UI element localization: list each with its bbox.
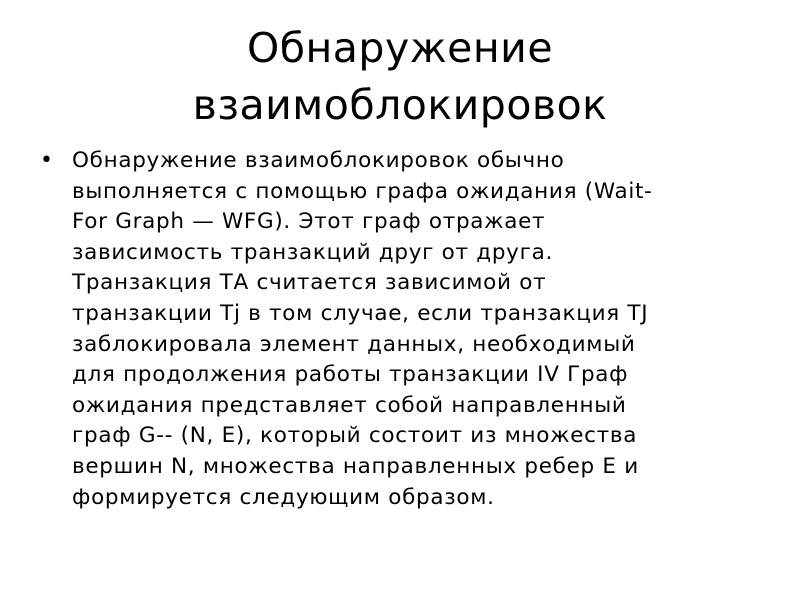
slide-title	[60, 20, 740, 134]
bullet-text	[72, 146, 750, 513]
bullet-line: ожидания представляет собой направленный	[72, 392, 627, 418]
bullet-line: для продолжения работы транзакции IV Граф	[72, 362, 629, 388]
bullet-line: транзакции Tj в том случае, если транзакция TJ	[72, 300, 649, 326]
bullet-line: Обнаружение взаимоблокировок обычно	[72, 148, 565, 173]
slide-title-line-2: взаимоблокировок	[192, 81, 608, 129]
slide-title-line-1: Обнаружение	[246, 24, 554, 72]
bullet-line: заблокировала элемент данных, необходимый	[72, 331, 636, 357]
bullet-line: граф G-- (N, E), который состоит из множества	[72, 423, 638, 449]
bullet-line: Транзакция ТА считается зависимой от	[72, 270, 547, 296]
bullet-item	[40, 146, 750, 513]
bullet-line: формируется следующим образом.	[72, 484, 495, 510]
bullet-line: выполняется с помощью графа ожидания (Wait-	[72, 178, 653, 204]
bullet-line: зависимость транзакций друг от друга.	[72, 239, 554, 265]
bullet-marker: •	[40, 148, 53, 173]
bullet-line: вершин N, множества направленных ребер Е и	[72, 453, 639, 479]
bullet-list	[40, 146, 750, 513]
bullet-line: For Graph — WFG). Этот граф отражает	[72, 209, 546, 235]
